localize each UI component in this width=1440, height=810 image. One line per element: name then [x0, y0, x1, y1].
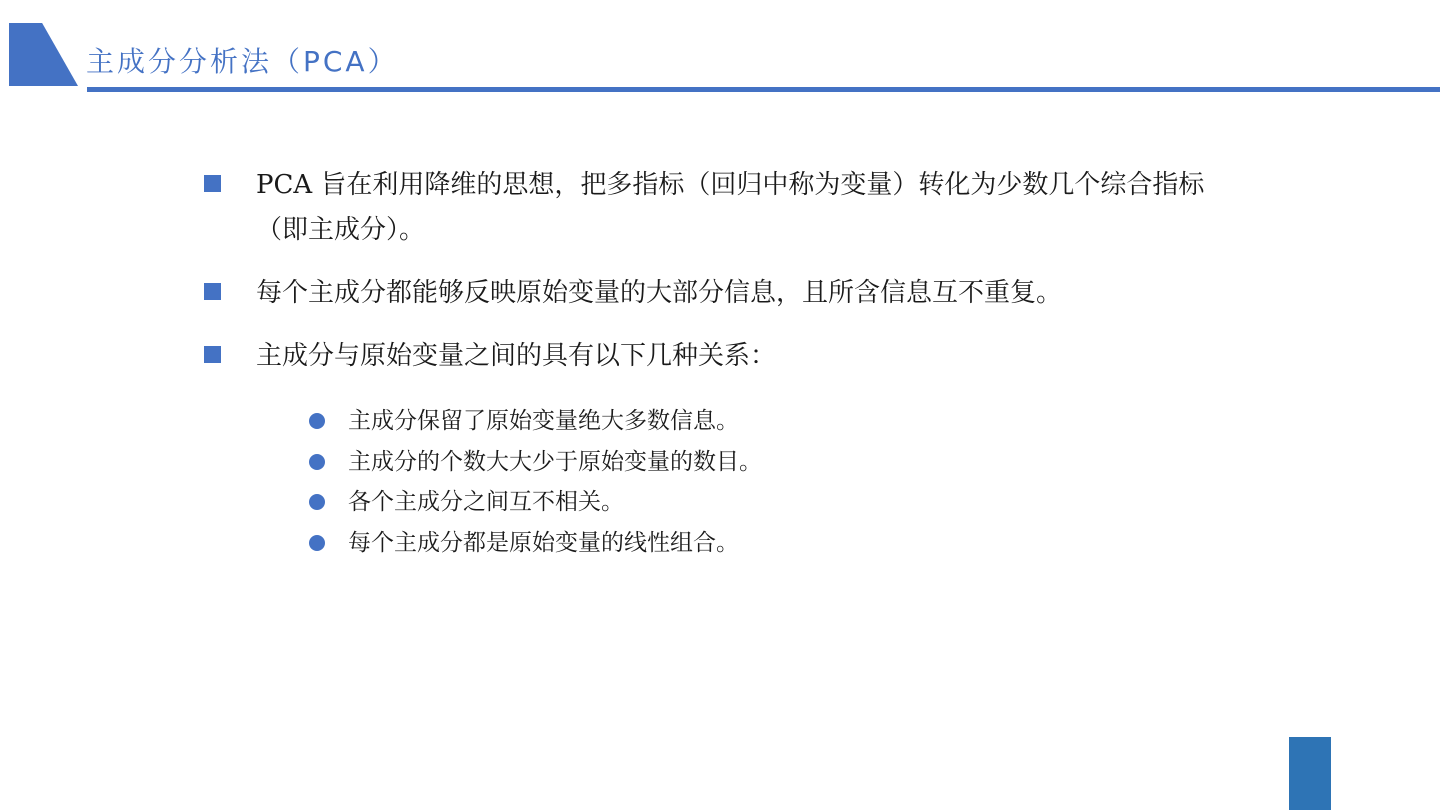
bullet-item [204, 271, 1244, 316]
square-bullet-icon [204, 175, 221, 192]
sub-bullet-item [308, 523, 1244, 564]
square-bullet-icon [204, 346, 221, 363]
bullet-text: PCA 旨在利用降维的思想，把多指标（回归中称为变量）转化为少数几个综合指标（即主成分）。 [256, 170, 1205, 245]
circle-bullet-icon [309, 413, 325, 429]
title-tab-decoration [9, 23, 78, 86]
sub-bullet-list [256, 401, 1244, 563]
circle-bullet-icon [309, 454, 325, 470]
sub-bullet-text: 每个主成分都是原始变量的线性组合。 [348, 529, 739, 556]
sub-bullet-item [308, 442, 1244, 483]
sub-bullet-text: 主成分保留了原始变量绝大多数信息。 [348, 408, 739, 434]
bullet-text: 每个主成分都能够反映原始变量的大部分信息，且所含信息互不重复。 [256, 278, 1063, 308]
slide-content [204, 163, 1244, 581]
sub-bullet-item [308, 401, 1244, 442]
slide-title: 主成分分析法（PCA） [86, 45, 399, 78]
bullet-item [204, 334, 1244, 563]
sub-bullet-text: 各个主成分之间互不相关。 [348, 489, 624, 515]
bullet-text: 主成分与原始变量之间的具有以下几种关系： [256, 341, 777, 371]
bullet-item [204, 163, 1244, 253]
sub-bullet-text: 主成分的个数大大少于原始变量的数目。 [348, 448, 762, 475]
page-corner-decoration [1289, 737, 1331, 810]
circle-bullet-icon [309, 535, 325, 551]
title-underline [87, 87, 1440, 92]
sub-bullet-item [308, 482, 1244, 523]
circle-bullet-icon [309, 494, 325, 510]
square-bullet-icon [204, 283, 221, 300]
